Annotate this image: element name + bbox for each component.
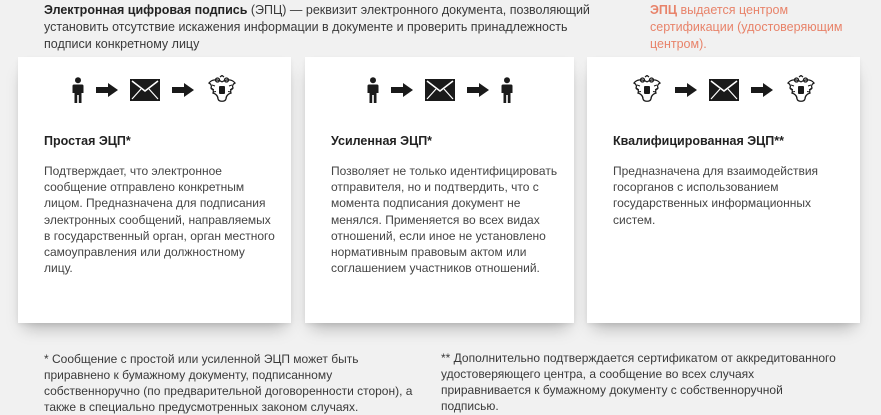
card-simple-signature [18,57,291,323]
person-icon [367,77,379,103]
envelope-icon [130,79,160,101]
arrow-right-icon [172,83,194,97]
intro-term: Электронная цифровая подпись [44,3,248,17]
arrow-right-icon [467,83,489,97]
arrow-right-icon [675,83,697,97]
arrow-right-icon [96,83,118,97]
card-description: Позволяет не только идентифицировать отправителя, но и подтвердить, что с момента подписания документ не менялся. Применяется во всех видах отношений, если иное не установлено нормативным правовым актом или соглашением участников отношений. [331,164,558,276]
emblem-icon [785,75,817,105]
person-icon [501,77,513,103]
card-title: Простая ЭЦП* [44,134,131,148]
issuer-note-term: ЭПЦ [650,3,678,17]
issuer-note-text: выдается центром сертификации (удостоверяющим центром). [650,3,843,51]
emblem-icon [206,75,238,105]
flow-icons [587,75,860,105]
arrow-right-icon [751,83,773,97]
card-description: Предназначена для взаимодействия госорганов с использованием государственных информационных систем. [613,164,819,227]
issuer-note [650,2,875,53]
flow-icons [18,75,291,105]
flow-icons [305,75,574,105]
card-qualified-signature [587,57,860,323]
intro-text [44,2,614,53]
footnote-double-asterisk: ** Дополнительно подтверждается сертификатом от аккредитованного удостоверяющего центра, а сообщение во всех случаях приравнивается к бумажному документу с собственноручной подписью. [441,351,836,413]
emblem-icon [631,75,663,105]
envelope-icon [709,79,739,101]
card-enhanced-signature [305,57,574,323]
card-title: Квалифицированная ЭЦП** [613,134,785,148]
person-icon [72,77,84,103]
envelope-icon [425,79,455,101]
footnote-single-asterisk: * Сообщение с простой или усиленной ЭЦП может быть приравнено к бумажному документу, подписанному собственноручно (по предварительной договоренности сторон), а также в специально предусмотренных законом случаях. [44,352,413,414]
arrow-right-icon [391,83,413,97]
card-title: Усиленная ЭЦП* [331,134,433,148]
card-description: Подтверждает, что электронное сообщение отправлено конкретным лицом. Предназначена для подписания электронных сообщений, направляемых в государственный орган, орган местного самоуправления или должностному лицу. [44,164,275,276]
intro-definition: (ЭПЦ) — реквизит электронного документа, позволяющий установить отсутствие искажения информации в документе и проверить принадлежность подписи конкретному лицу [44,3,590,51]
